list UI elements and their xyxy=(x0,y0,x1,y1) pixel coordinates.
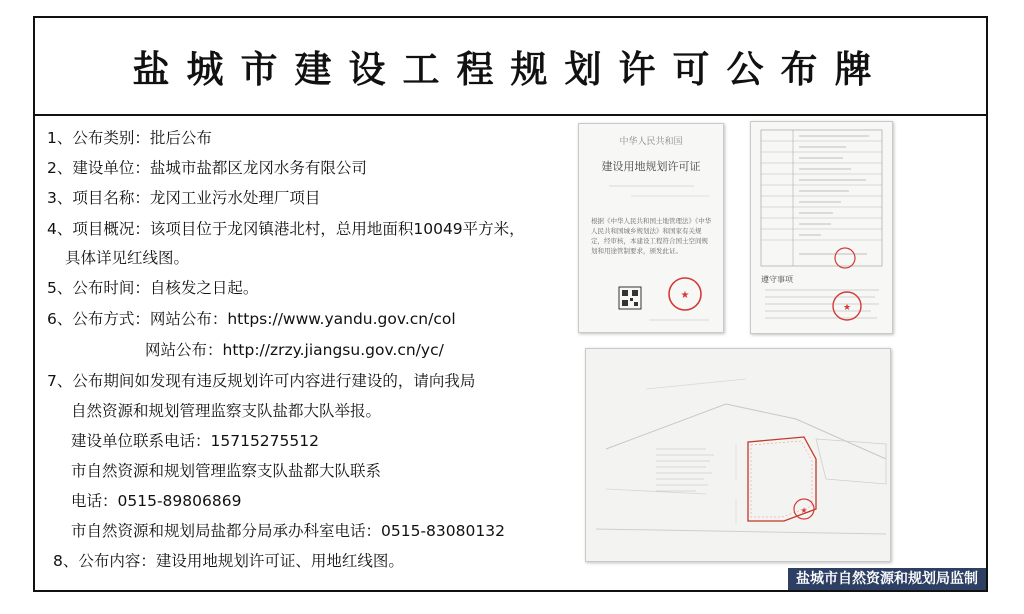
list-item: 3、项目名称：龙冈工业污水处理厂项目 xyxy=(47,189,321,207)
list-item: 5、公布时间：自核发之日起。 xyxy=(47,279,259,297)
supervision-banner: 盐城市自然资源和规划局监制 xyxy=(788,568,986,590)
list-item: 市自然资源和规划局盐都分局承办科室电话：0515-83080132 xyxy=(71,522,505,540)
certificate-body: 根据《中华人民共和国土地管理法》《中华人民共和国城乡规划法》和国家有关规定，经审核，本建设工程符合国土空间规划和用途管制要求，颁发此证。 xyxy=(591,217,712,255)
list-item: 电话：0515-89806869 xyxy=(71,492,242,510)
certificate-name: 建设用地规划许可证 xyxy=(601,160,701,173)
list-item: 8、公布内容：建设用地规划许可证、用地红线图。 xyxy=(53,552,404,570)
title-bar xyxy=(35,18,986,116)
certificate-header: 中华人民共和国 xyxy=(619,137,683,147)
list-item: 市自然资源和规划管理监察支队盐都大队联系 xyxy=(71,462,382,480)
list-item: 网站公布：http://zrzy.jiangsu.gov.cn/yc/ xyxy=(145,341,444,359)
list-item: 具体详见红线图。 xyxy=(65,249,190,267)
list-item: 建设单位联系电话：15715275512 xyxy=(71,432,319,450)
svg-text:★: ★ xyxy=(842,303,852,313)
list-item: 2、建设单位：盐城市盐都区龙冈水务有限公司 xyxy=(47,159,367,177)
list-item: 6、公布方式：网站公布：https://www.yandu.gov.cn/col xyxy=(47,310,456,328)
redline-map-image xyxy=(585,348,891,562)
certificate-detail-image xyxy=(750,121,893,334)
svg-text:★: ★ xyxy=(800,506,808,515)
list-item: 4、项目概况：该项目位于龙冈镇港北村，总用地面积10049平方米， xyxy=(47,220,525,238)
svg-text:★: ★ xyxy=(680,290,690,301)
detail-notice-title: 遵守事项 xyxy=(761,275,793,284)
list-item: 自然资源和规划管理监察支队盐都大队举报。 xyxy=(71,402,382,420)
redline-map xyxy=(586,349,890,561)
list-item: 1、公布类别：批后公布 xyxy=(47,129,212,147)
notice-board xyxy=(33,16,988,592)
certificate-image xyxy=(578,123,724,333)
list-item: 7、公布期间如发现有违反规划许可内容进行建设的，请向我局 xyxy=(47,372,476,390)
page-title: 盐城市建设工程规划许可公布牌 xyxy=(132,48,889,91)
detail-table xyxy=(751,122,892,333)
